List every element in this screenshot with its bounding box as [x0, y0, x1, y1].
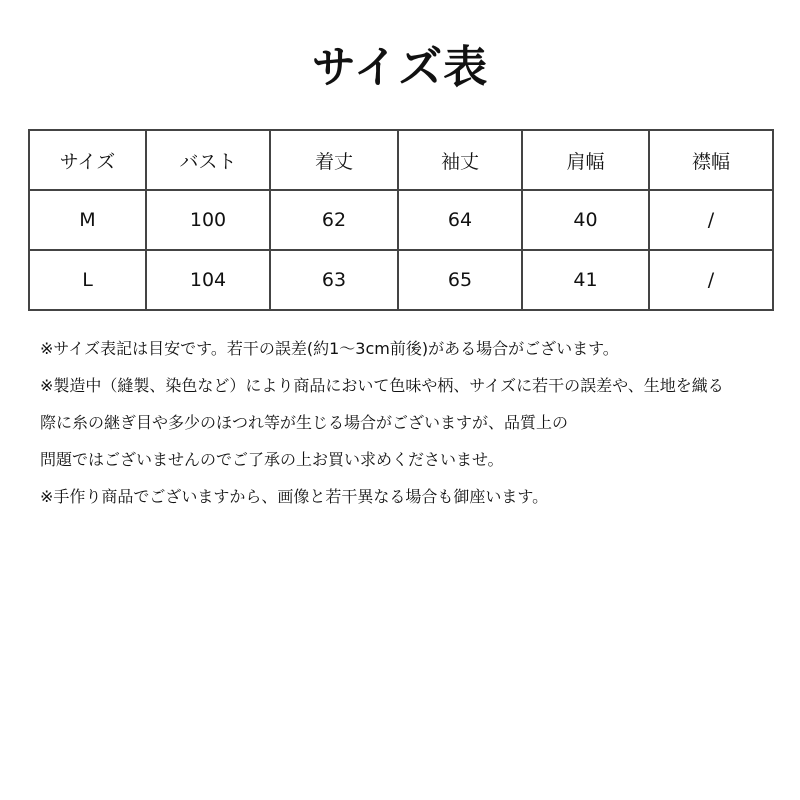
- table-cell: 41: [522, 250, 649, 310]
- table-header-row: [29, 130, 773, 190]
- table-cell: 65: [398, 250, 522, 310]
- table-cell: 62: [270, 190, 398, 250]
- notes: [40, 330, 790, 515]
- note-line: ※手作り商品でございますから、画像と若干異なる場合も御座います。: [40, 487, 549, 506]
- table-cell: M: [29, 190, 146, 250]
- table-cell: 64: [398, 190, 522, 250]
- note-line: ※製造中（縫製、染色など）により商品において色味や柄、サイズに若干の誤差や、生地を織る: [40, 376, 724, 395]
- table-cell: /: [649, 250, 773, 310]
- header-length: 着丈: [270, 130, 398, 190]
- table-cell: 40: [522, 190, 649, 250]
- table-cell: 104: [146, 250, 270, 310]
- note-line: ※サイズ表記は目安です。若干の誤差(約1～3cm前後)がある場合がございます。: [40, 339, 619, 358]
- header-bust: バスト: [146, 130, 270, 190]
- header-size: サイズ: [29, 130, 146, 190]
- table-cell: /: [649, 190, 773, 250]
- table-cell: L: [29, 250, 146, 310]
- header-shoulder: 肩幅: [522, 130, 649, 190]
- table-cell: 63: [270, 250, 398, 310]
- note-line: 問題ではございませんのでご了承の上お買い求めくださいませ。: [40, 450, 504, 469]
- table-row: [29, 250, 773, 310]
- header-collar: 襟幅: [649, 130, 773, 190]
- table-cell: 100: [146, 190, 270, 250]
- header-sleeve: 袖丈: [398, 130, 522, 190]
- table-row: [29, 190, 773, 250]
- note-line: 際に糸の継ぎ目や多少のほつれ等が生じる場合がございますが、品質上の: [40, 413, 569, 432]
- page-title: サイズ表: [311, 42, 489, 93]
- size-table: [28, 129, 774, 311]
